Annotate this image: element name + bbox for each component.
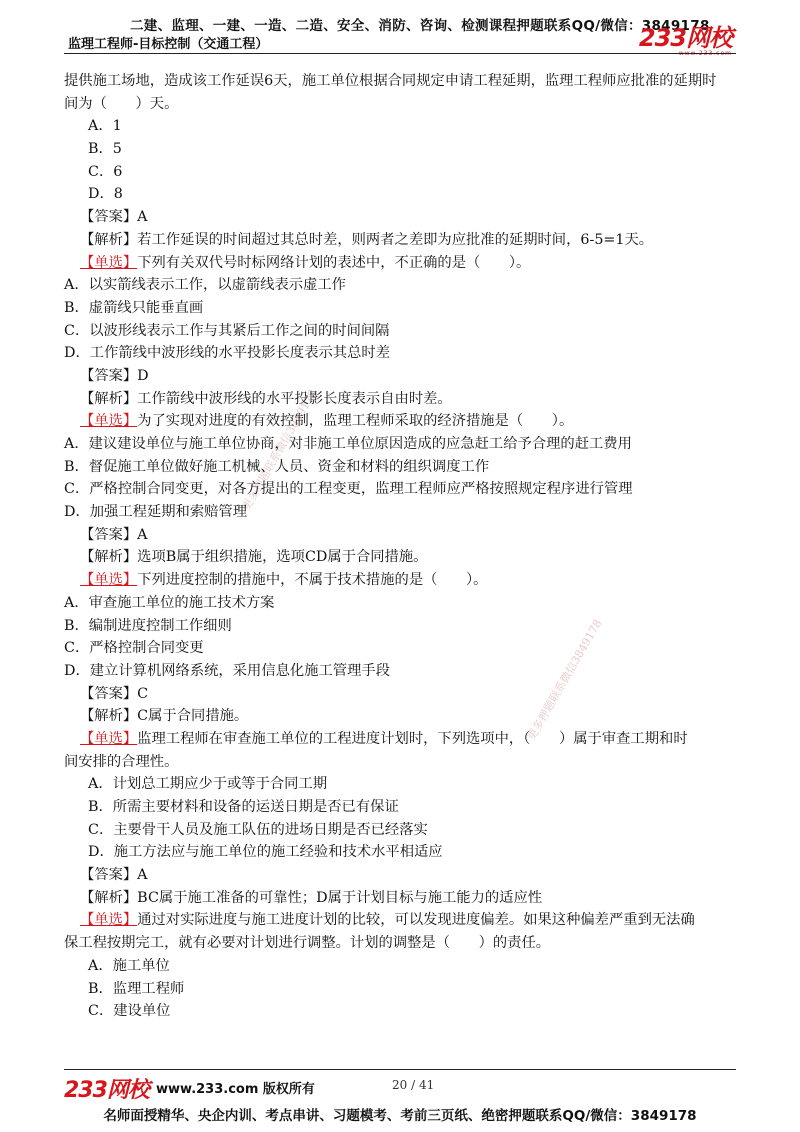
question-stem: [64, 252, 732, 275]
header-subject: 监理工程师-目标控制（交通工程）: [68, 37, 269, 52]
brand-logo: [639, 18, 732, 57]
document-body: [64, 70, 732, 1023]
option-b: B．5: [88, 141, 122, 158]
answer: 【答案】A: [80, 209, 148, 226]
logo-url: www.233.com: [678, 50, 732, 57]
analysis: 【解析】工作箭线中波形线的水平投影长度表示自由时差。: [80, 390, 452, 407]
footer-logo: 233网校: [64, 1078, 149, 1103]
option-a: A．建议建设单位与施工单位协商，对非施工单位原因造成的应急赶工给予合理的赶工费用: [64, 436, 632, 452]
question-stem: [64, 909, 732, 932]
question-type-tag: 【单选】: [80, 730, 138, 747]
option-b: B．编制进度控制工作细则: [64, 617, 232, 634]
question-type-tag: 【单选】: [80, 912, 138, 929]
answer: 【答案】A: [80, 867, 148, 884]
option-b: B．监理工程师: [88, 980, 185, 997]
header-contact-line: 二建、监理、一建、一造、二造、安全、消防、咨询、检测课程押题联系QQ/微信：3849178: [130, 18, 710, 34]
watermark: 更多押题联系微信3849178: [239, 387, 320, 513]
question-stem: 提供施工场地，造成该工作延误6天，施工单位根据合同规定申请工程延期，监理工程师应批准的延期时: [64, 73, 717, 89]
answer: 【答案】C: [80, 685, 149, 702]
option-a: A．1: [88, 118, 122, 135]
option-d: D．施工方法应与施工单位的施工经验和技术水平相适应: [88, 844, 443, 861]
option-d: D．加强工程延期和索赔管理: [64, 504, 248, 521]
logo-text: 233网校: [638, 24, 732, 52]
option-a: A．审查施工单位的施工技术方案: [64, 594, 275, 611]
option-a: A．以实箭线表示工作，以虚箭线表示虚工作: [64, 277, 346, 294]
analysis: 【解析】BC属于施工准备的可靠性；D属于计划目标与施工能力的适应性: [80, 889, 543, 906]
watermark: 更多押题联系微信3849178: [524, 617, 605, 743]
question-stem: 间为（ ）天。: [64, 95, 179, 112]
option-a: A．计划总工期应少于或等于合同工期: [88, 776, 328, 793]
footer-promo: 名师面授精华、央企内训、考点串讲、习题模考、考前三页纸、绝密押题联系QQ/微信：3849178: [103, 1108, 697, 1124]
option-b: B．所需主要材料和设备的运送日期是否已有保证: [88, 799, 399, 815]
question-text: 为了实现对进度的有效控制，监理工程师采取的经济措施是（ ）。: [137, 413, 574, 430]
option-c: C．6: [88, 163, 123, 180]
option-d: D．8: [88, 186, 123, 203]
page-number: 20 / 41: [392, 1078, 435, 1092]
footer-divider: [64, 1069, 736, 1070]
analysis: 【解析】选项B属于组织措施，选项CD属于合同措施。: [80, 549, 428, 566]
question-stem: 保工程按期完工，就有必要对计划进行调整。计划的调整是（ ）的责任。: [64, 935, 551, 952]
question-type-tag: 【单选】: [80, 572, 138, 589]
footer-copyright: www.233.com 版权所有: [156, 1082, 315, 1097]
option-c: C．以波形线表示工作与其紧后工作之间的时间间隔: [64, 322, 390, 339]
question-stem: 间安排的合理性。: [64, 753, 179, 770]
question-type-tag: 【单选】: [80, 413, 138, 430]
question-text: 下列进度控制的措施中，不属于技术措施的是（ ）。: [137, 572, 488, 589]
option-c: C．严格控制合同变更: [64, 640, 204, 657]
question-stem: [64, 728, 732, 751]
option-b: B．督促施工单位做好施工机械、人员、资金和材料的组织调度工作: [64, 458, 490, 475]
answer: 【答案】A: [80, 526, 148, 543]
option-c: C．主要骨干人员及施工队伍的进场日期是否已经落实: [88, 821, 428, 838]
option-c: C．严格控制合同变更，对各方提出的工程变更，监理工程师应严格按照规定程序进行管理: [64, 481, 633, 498]
analysis: 【解析】若工作延误的时间超过其总时差，则两者之差即为应批准的延期时间，6-5=1天。: [80, 231, 654, 248]
option-d: D．建立计算机网络系统，采用信息化施工管理手段: [64, 662, 390, 679]
question-text: 通过对实际进度与施工进度计划的比较，可以发现进度偏差。如果这种偏差严重到无法确: [137, 912, 695, 929]
header-divider: [64, 53, 736, 54]
option-b: B．虚箭线只能垂直画: [64, 299, 204, 316]
analysis: 【解析】C属于合同措施。: [80, 708, 249, 725]
question-stem: [64, 410, 732, 433]
option-c: C．建设单位: [88, 1003, 171, 1020]
answer: 【答案】D: [80, 367, 149, 384]
option-a: A．施工单位: [88, 957, 170, 974]
question-stem: [64, 569, 732, 592]
option-d: D．工作箭线中波形线的水平投影长度表示其总时差: [64, 345, 390, 362]
question-text: 监理工程师在审查施工单位的工程进度计划时，下列选项中，（ ）属于审查工期和时: [137, 730, 688, 747]
question-type-tag: 【单选】: [80, 254, 138, 271]
question-text: 下列有关双代号时标网络计划的表述中，不正确的是（ ）。: [137, 254, 531, 271]
